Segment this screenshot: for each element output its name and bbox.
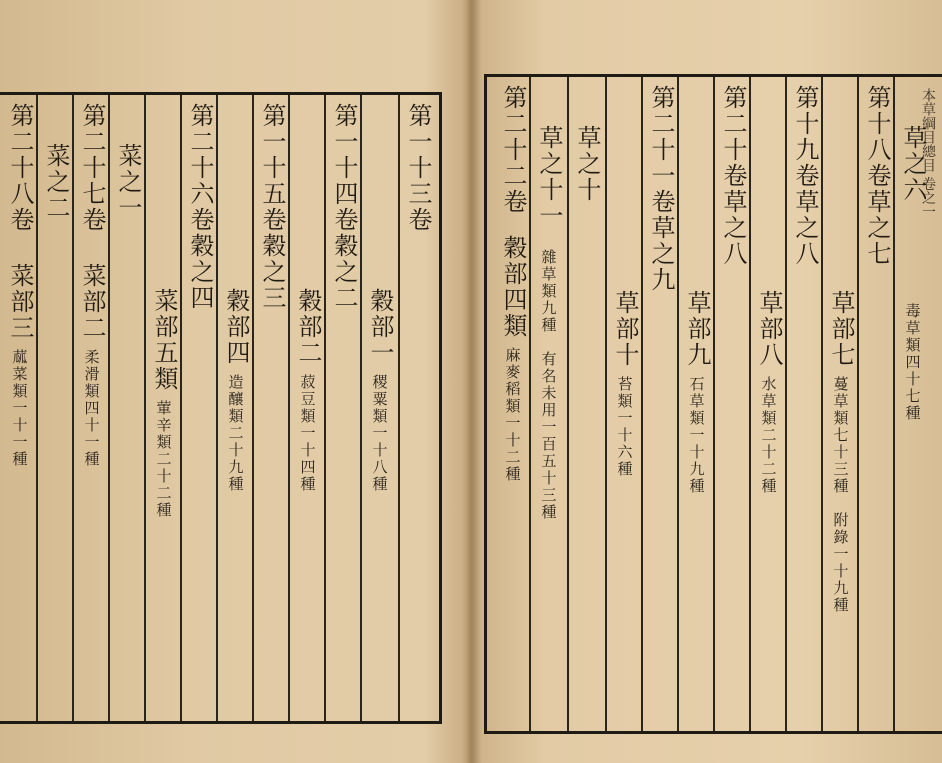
text-column	[495, 85, 531, 483]
text-column	[895, 85, 931, 422]
text-column	[787, 85, 823, 267]
text-column	[569, 85, 605, 203]
category-title: 草部九	[683, 290, 711, 368]
text-column	[607, 85, 643, 478]
text-column	[110, 103, 146, 221]
volume-title: 第一十三卷	[404, 103, 432, 233]
category-detail: 造釀類二十九種	[226, 374, 245, 493]
right-page	[472, 0, 942, 763]
volume-title: 第一十五卷	[258, 103, 286, 233]
section-title: 草之九	[647, 215, 675, 293]
volume-title: 第二十七卷	[78, 103, 106, 233]
text-column	[254, 103, 290, 311]
category-title: 穀部二	[294, 288, 322, 366]
text-column	[823, 85, 859, 614]
category-title: 菜部三	[6, 263, 34, 341]
section-title: 草之八	[791, 189, 819, 267]
text-column	[146, 103, 182, 519]
text-column	[715, 85, 751, 267]
text-column	[326, 103, 362, 311]
right-text-frame	[484, 74, 942, 734]
category-title: 菜部二	[78, 263, 106, 341]
text-column	[38, 103, 74, 221]
text-column	[2, 103, 38, 468]
section-title: 穀之二	[330, 233, 358, 311]
volume-title: 第二十六卷	[186, 103, 214, 233]
text-column	[751, 85, 787, 495]
text-column	[74, 103, 110, 468]
category-detail: 毒草類四十七種	[903, 303, 922, 422]
text-column	[859, 85, 895, 267]
category-title: 草部八	[755, 290, 783, 368]
category-detail: 苔類一十六種	[615, 376, 634, 478]
volume-title: 第二十二卷	[499, 85, 527, 215]
category-detail: 蓏菜類一十一種	[10, 349, 29, 468]
text-column	[400, 103, 436, 233]
text-column	[218, 103, 254, 493]
category-detail: 麻麥稻類一十二種	[503, 347, 522, 483]
section-title: 菜之一	[114, 143, 142, 221]
category-title: 草部十	[611, 290, 639, 368]
section-title: 草之六	[899, 125, 927, 203]
volume-title: 第一十四卷	[330, 103, 358, 233]
section-title: 穀之四	[186, 233, 214, 311]
category-title: 穀部四	[222, 288, 250, 366]
category-detail: 蔓草類七十三種 附錄一十九種	[831, 376, 850, 614]
category-detail: 柔滑類四十一種	[82, 349, 101, 468]
volume-title: 第十八卷	[863, 85, 891, 189]
section-title: 草之八	[719, 189, 747, 267]
volume-title: 第二十八卷	[6, 103, 34, 233]
category-detail: 石草類一十九種	[687, 376, 706, 495]
category-title: 菜部五類	[150, 288, 178, 392]
category-detail: 水草類二十二種	[759, 376, 778, 495]
text-column	[643, 85, 679, 293]
text-column	[531, 85, 567, 521]
section-title: 草之十	[573, 125, 601, 203]
text-column	[182, 103, 218, 311]
category-title: 穀部一	[366, 288, 394, 366]
section-title: 草之十一	[535, 125, 563, 229]
section-title: 菜之二	[42, 143, 70, 221]
category-detail: 雜草類九種 有名未用一百五十三種	[539, 249, 558, 521]
text-column	[679, 85, 715, 495]
category-detail: 菽豆類一十四種	[298, 374, 317, 493]
running-header: 本草綱目總目 卷之一	[920, 88, 936, 219]
volume-title: 第十九卷	[791, 85, 819, 189]
volume-title: 第二十卷	[719, 85, 747, 189]
text-column	[290, 103, 326, 493]
left-page	[0, 0, 470, 763]
category-title: 草部七	[827, 290, 855, 368]
category-detail: 葷辛類二十二種	[154, 400, 173, 519]
section-title: 草之七	[863, 189, 891, 267]
category-detail: 稷粟類一十八種	[370, 374, 389, 493]
section-title: 穀之三	[258, 233, 286, 311]
text-column	[362, 103, 398, 493]
volume-title: 第二十一卷	[647, 85, 675, 215]
category-title: 穀部四類	[499, 235, 527, 339]
left-text-frame	[0, 92, 442, 724]
